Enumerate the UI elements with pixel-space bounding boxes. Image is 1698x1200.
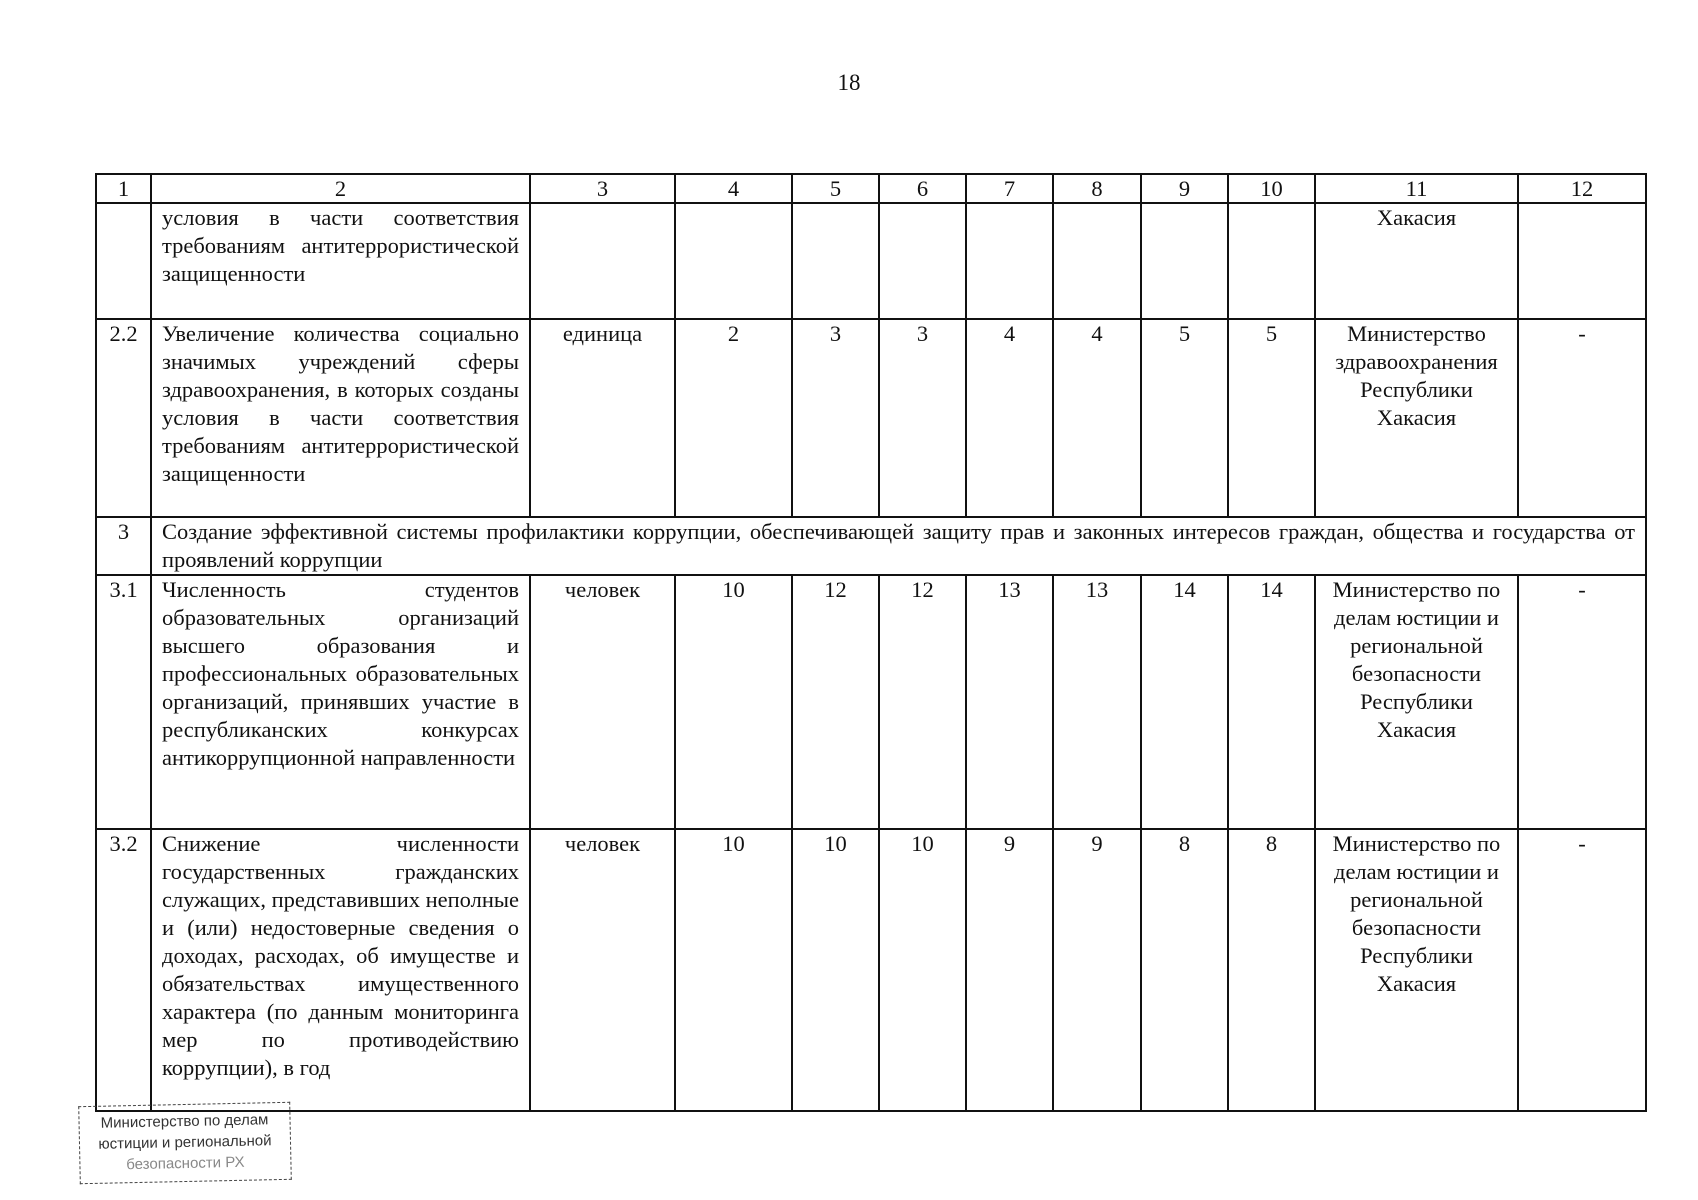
value-cell: 10: [675, 575, 792, 829]
value-cell: 5: [1141, 319, 1228, 517]
responsible-cell: Министерство по делам юстиции и региональной безопасности Республики Хакасия: [1315, 575, 1518, 829]
unit-cell: единица: [530, 319, 675, 517]
column-header: 4: [675, 174, 792, 203]
value-cell: 13: [1053, 575, 1141, 829]
table-header-row: [96, 174, 1646, 203]
column-header: 2: [151, 174, 530, 203]
value-cell: 3: [879, 319, 966, 517]
note-cell: [1518, 203, 1646, 319]
value-cell: 3: [792, 319, 879, 517]
value-cell: [1053, 203, 1141, 319]
stamp-line: безопасности РХ: [126, 1153, 245, 1174]
value-cell: 14: [1141, 575, 1228, 829]
column-header: 11: [1315, 174, 1518, 203]
section-number: 3: [96, 517, 151, 575]
responsible-cell: Министерство здравоохранения Республики Хакасия: [1315, 319, 1518, 517]
table-row: [96, 203, 1646, 319]
value-cell: 8: [1228, 829, 1315, 1111]
value-cell: [1228, 203, 1315, 319]
indicators-table: [95, 173, 1647, 1112]
unit-cell: человек: [530, 829, 675, 1111]
indicator-description: условия в части соответствия требованиям антитеррористической защищенности: [151, 203, 530, 319]
note-cell: -: [1518, 575, 1646, 829]
column-header: 1: [96, 174, 151, 203]
value-cell: 5: [1228, 319, 1315, 517]
indicator-description: Снижение численности государственных гражданских служащих, представивших неполные и (или) недостоверные сведения о доходах, расходах, об имуществе и обязательствах имущественного характера (по данным мониторинга мер по противодействию коррупции), в год: [151, 829, 530, 1111]
indicator-description: Увеличение количества социально значимых учреждений сферы здравоохранения, в которых созданы условия в части соответствия требованиям антитеррористической защищенности: [151, 319, 530, 517]
value-cell: 10: [792, 829, 879, 1111]
value-cell: [675, 203, 792, 319]
value-cell: [792, 203, 879, 319]
column-header: 10: [1228, 174, 1315, 203]
column-header: 12: [1518, 174, 1646, 203]
responsible-cell: Министерство по делам юстиции и региональной безопасности Республики Хакасия: [1315, 829, 1518, 1111]
indicator-description: Численность студентов образовательных организаций высшего образования и профессиональных образовательных организаций, принявших участие в республиканских конкурсах антикоррупционной направленности: [151, 575, 530, 829]
value-cell: 9: [966, 829, 1053, 1111]
value-cell: 8: [1141, 829, 1228, 1111]
table-row: [96, 319, 1646, 517]
value-cell: 2: [675, 319, 792, 517]
value-cell: 9: [1053, 829, 1141, 1111]
table-row: [96, 829, 1646, 1111]
page-number: 18: [837, 70, 861, 95]
value-cell: [1141, 203, 1228, 319]
value-cell: 13: [966, 575, 1053, 829]
note-cell: -: [1518, 829, 1646, 1111]
row-number: [96, 203, 151, 319]
section-title: Создание эффективной системы профилактики коррупции, обеспечивающей защиту прав и законных интересов граждан, общества и государства от проявлений коррупции: [151, 517, 1646, 575]
section-row: [96, 517, 1646, 575]
value-cell: 10: [879, 829, 966, 1111]
value-cell: 4: [966, 319, 1053, 517]
column-header: 7: [966, 174, 1053, 203]
responsible-cell: Хакасия: [1315, 203, 1518, 319]
column-header: 8: [1053, 174, 1141, 203]
value-cell: 10: [675, 829, 792, 1111]
value-cell: [879, 203, 966, 319]
row-number: 2.2: [96, 319, 151, 517]
row-number: 3.1: [96, 575, 151, 829]
table-row: [96, 575, 1646, 829]
stamp-line: юстиции и региональной: [98, 1132, 272, 1153]
column-header: 3: [530, 174, 675, 203]
note-cell: -: [1518, 319, 1646, 517]
row-number: 3.2: [96, 829, 151, 1111]
unit-cell: человек: [530, 575, 675, 829]
column-header: 9: [1141, 174, 1228, 203]
column-header: 6: [879, 174, 966, 203]
value-cell: 4: [1053, 319, 1141, 517]
unit-cell: [530, 203, 675, 319]
value-cell: [966, 203, 1053, 319]
ministry-stamp: [78, 1102, 292, 1184]
value-cell: 14: [1228, 575, 1315, 829]
column-header: 5: [792, 174, 879, 203]
value-cell: 12: [879, 575, 966, 829]
value-cell: 12: [792, 575, 879, 829]
stamp-line: Министерство по делам: [100, 1111, 269, 1132]
